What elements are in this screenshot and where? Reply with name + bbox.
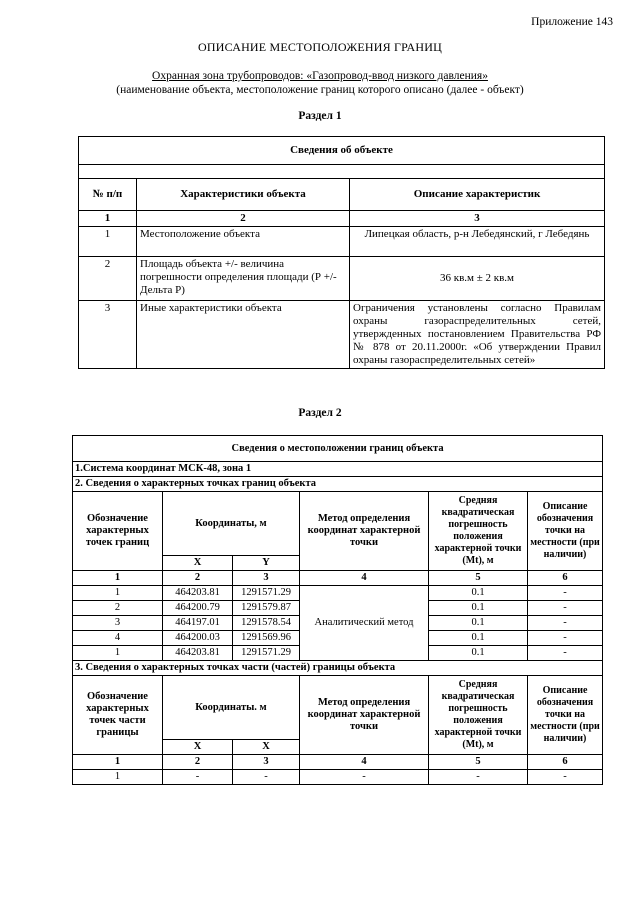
row-number: 1 [79,227,137,257]
index-cell: 2 [163,571,233,586]
index-cell: 6 [528,571,603,586]
col-header-y: Y [233,556,300,571]
col-header-number: № п/п [79,179,137,211]
part-point-y: - [233,770,300,785]
point-x: 464200.03 [163,631,233,646]
point-y: 1291579.87 [233,601,300,616]
point-descr: - [528,646,603,661]
point-descr: - [528,616,603,631]
point-y: 1291571.29 [233,586,300,601]
row-characteristic: Площадь объекта +/- величина погрешности определения площади (Р +/- Дельта Р) [137,257,350,301]
index-cell: 1 [79,211,137,227]
index-cell: 3 [233,571,300,586]
part-2-title: 2. Сведения о характерных точках границ объекта [73,477,603,492]
table-row [79,227,605,257]
document-title: ОПИСАНИЕ МЕСТОПОЛОЖЕНИЯ ГРАНИЦ [198,40,442,54]
index-cell: 3 [233,755,300,770]
index-cell: 3 [350,211,605,227]
col-header-description: Описание характеристик [350,179,605,211]
col-header-descr: Описание обозначения точки на местности (при наличии) [528,492,603,571]
spacer-row [79,165,605,179]
boundary-table-title: Сведения о местоположении границ объекта [73,436,603,462]
appendix-label: Приложение 143 [531,16,613,28]
object-info-table [78,136,605,369]
col-header-coords-part: Координаты. м [163,676,300,740]
col-header-error: Средняя квадратическая погрешность положения характерной точки (Mt), м [429,492,528,571]
index-cell: 5 [429,571,528,586]
index-cell: 2 [137,211,350,227]
row-characteristic: Иные характеристики объекта [137,301,350,369]
index-cell: 2 [163,755,233,770]
point-name: 1 [73,646,163,661]
col-header-method: Метод определения координат характерной точки [300,492,429,571]
index-cell: 6 [528,755,603,770]
part-point-method: - [300,770,429,785]
point-mt: 0.1 [429,646,528,661]
part-point-x: - [163,770,233,785]
col-header-point: Обозначение характерных точек границ [73,492,163,571]
col-header-point-part: Обозначение характерных точек части границы [73,676,163,755]
row-description: Ограничения установлены согласно Правилам охраны газораспределительных сетей, утвержденных постановлением Правительства РФ № 878 от 20.11.2000г. «Об утверждении Правил охраны газораспределительных сетей» [350,301,605,369]
part-point-mt: - [429,770,528,785]
point-mt: 0.1 [429,601,528,616]
part-point-descr: - [528,770,603,785]
index-cell: 4 [300,755,429,770]
index-cell: 1 [73,755,163,770]
point-descr: - [528,601,603,616]
point-name: 2 [73,601,163,616]
coordinate-system: 1.Система координат МСК-48, зона 1 [73,462,603,477]
col-header-coords: Координаты, м [163,492,300,556]
table-row [79,257,605,301]
point-descr: - [528,586,603,601]
point-method: Аналитический метод [300,586,429,661]
point-x: 464197.01 [163,616,233,631]
point-mt: 0.1 [429,616,528,631]
table-row [79,301,605,369]
section-2-label: Раздел 2 [298,407,342,419]
object-caption: (наименование объекта, местоположение границ которого описано (далее - объект) [116,84,524,96]
col-header-descr-part: Описание обозначения точки на местности (при наличии) [528,676,603,755]
part-3-title: 3. Сведения о характерных точках части (частей) границы объекта [73,661,603,676]
col-header-x2-part: X [233,740,300,755]
point-x: 464203.81 [163,586,233,601]
object-info-title: Сведения об объекте [79,137,605,165]
col-header-x-part: X [163,740,233,755]
index-cell: 5 [429,755,528,770]
row-description: 36 кв.м ± 2 кв.м [350,257,605,301]
point-mt: 0.1 [429,631,528,646]
object-name: Охранная зона трубопроводов: «Газопровод-ввод низкого давления» [152,70,488,82]
table-row [73,586,603,601]
row-description: Липецкая область, р-н Лебедянский, г Лебедянь [350,227,605,257]
point-descr: - [528,631,603,646]
point-y: 1291569.96 [233,631,300,646]
boundary-table [72,435,603,785]
point-x: 464200.79 [163,601,233,616]
section-1-label: Раздел 1 [298,110,342,122]
point-name: 1 [73,586,163,601]
point-name: 4 [73,631,163,646]
col-header-method-part: Метод определения координат характерной точки [300,676,429,755]
col-header-error-part: Средняя квадратическая погрешность положения характерной точки (Mt), м [429,676,528,755]
point-y: 1291571.29 [233,646,300,661]
index-cell: 4 [300,571,429,586]
point-y: 1291578.54 [233,616,300,631]
index-cell: 1 [73,571,163,586]
row-number: 2 [79,257,137,301]
table-row [73,770,603,785]
row-characteristic: Местоположение объекта [137,227,350,257]
col-header-characteristic: Характеристики объекта [137,179,350,211]
point-name: 3 [73,616,163,631]
col-header-x: X [163,556,233,571]
point-x: 464203.81 [163,646,233,661]
row-number: 3 [79,301,137,369]
part-point-name: 1 [73,770,163,785]
point-mt: 0.1 [429,586,528,601]
